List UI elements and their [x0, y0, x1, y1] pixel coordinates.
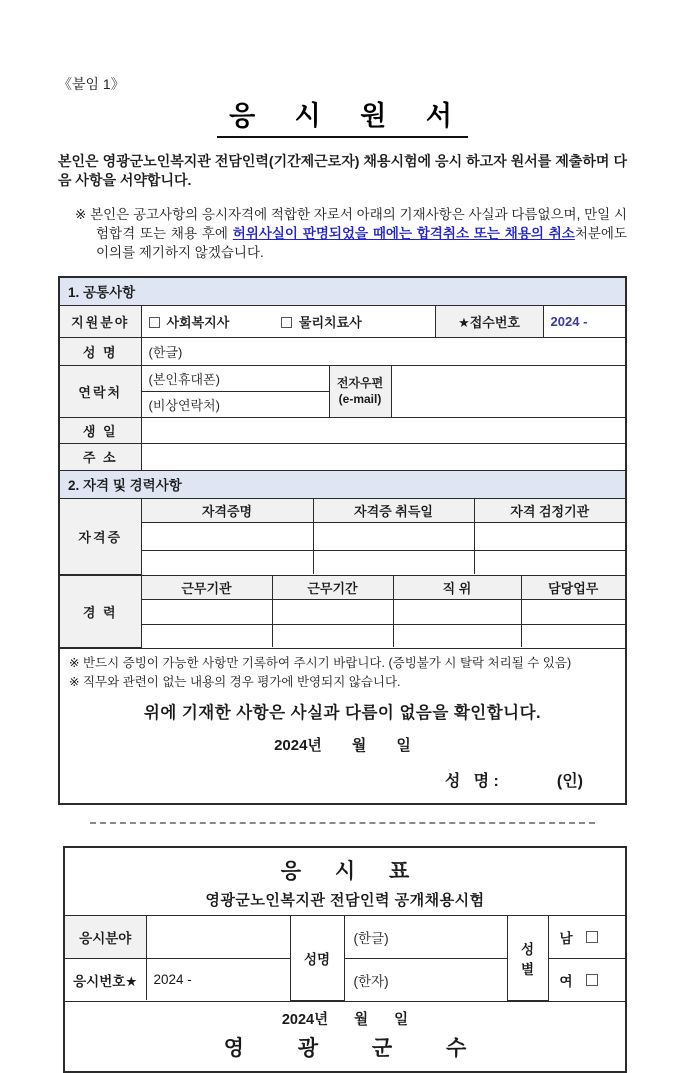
- seal-placeholder: (인): [556, 773, 583, 791]
- exam-ticket-subtitle: 영광군노인복지관 전담인력 공개채용시험: [205, 892, 485, 910]
- ticket-date-line: [65, 1008, 625, 1029]
- email-label-line2: (e-mail): [338, 391, 382, 406]
- email-label-line1: 전자우편: [336, 376, 384, 390]
- duties-input-cell[interactable]: [521, 599, 625, 624]
- cert-date-input-cell[interactable]: [313, 550, 474, 574]
- cert-issuer-header: 자격 검정기관: [474, 499, 625, 523]
- checkbox-physical-therapist-icon[interactable]: [281, 317, 292, 328]
- birthdate-label: 생 일: [60, 418, 141, 444]
- workplace-input-cell[interactable]: [141, 624, 272, 647]
- exam-ticket-card: [63, 846, 627, 1073]
- name-input-cell[interactable]: [141, 338, 625, 366]
- work-period-input-cell[interactable]: [272, 599, 393, 624]
- ticket-gender-female-cell: [548, 958, 625, 1000]
- gender-male-label: 남: [559, 931, 573, 947]
- ticket-gender-male-cell: [548, 916, 625, 958]
- duties-header: 담당업무: [521, 575, 625, 599]
- exam-ticket-title: 응 시 표: [280, 860, 424, 884]
- pledge-prefix: ※ 본인은 공고사항의 응시자격에 적합한 자로서 아래의 기재사항은 사실과 다름없으며, 만일 시험합격 또는 채용 후에: [75, 206, 627, 241]
- intro-text: 본인은 영광군노인복지관 전담인력(기간제근로자) 채용시험에 응시 하고자 원서를 제출하며 다음 사항을 서약합니다.: [58, 153, 627, 189]
- cert-date-header: 자격증 취득일: [313, 499, 474, 523]
- gender-female-label: 여: [559, 973, 573, 989]
- section2-header: 2. 자격 및 경력사항: [60, 470, 625, 499]
- ticket-date-year: 2024년: [281, 1011, 329, 1028]
- date-year: 2024년: [274, 737, 322, 755]
- birthdate-input-cell[interactable]: [141, 418, 625, 444]
- date-day: 일: [396, 737, 411, 755]
- ticket-name-korean-hint: (한글): [353, 931, 389, 947]
- checkbox-male-icon[interactable]: [586, 931, 598, 943]
- confirmation-statement: 위에 기재한 사항은 사실과 다름이 없음을 확인합니다.: [143, 704, 542, 723]
- ticket-name-korean-cell[interactable]: [344, 916, 507, 958]
- pledge-suffix: 처분에도 이의를 제기하지 않겠습니다.: [96, 225, 627, 260]
- signature-date-line: [60, 734, 625, 755]
- emergency-contact-hint: (비상연락처): [148, 398, 220, 414]
- phone-input-cell[interactable]: [141, 366, 329, 392]
- common-info-table: [60, 306, 625, 470]
- section1-header: 1. 공통사항: [60, 278, 625, 306]
- email-input-cell[interactable]: [391, 366, 625, 418]
- ticket-field-label: 응시분야: [65, 916, 146, 958]
- work-period-header: 근무기간: [272, 575, 393, 599]
- duties-input-cell[interactable]: [521, 624, 625, 647]
- email-label: [329, 366, 391, 418]
- address-input-cell[interactable]: [141, 444, 625, 470]
- option-social-worker: 사회복지사: [166, 314, 230, 330]
- pledge-highlight: 허위사실이 판명되었을 때에는 합격취소 또는 채용의 취소: [232, 225, 575, 241]
- certificate-label: 자격증: [60, 499, 141, 575]
- ticket-name-hanja-hint: (한자): [353, 973, 389, 989]
- ticket-date-month: 월: [354, 1011, 369, 1028]
- cert-issuer-input-cell[interactable]: [474, 550, 625, 574]
- position-input-cell[interactable]: [393, 624, 521, 647]
- notes-block: [60, 648, 625, 693]
- cert-issuer-input-cell[interactable]: [474, 522, 625, 550]
- cut-line-divider: [90, 822, 595, 824]
- work-period-input-cell[interactable]: [272, 624, 393, 647]
- page-title: 응 시 원 서: [217, 94, 468, 138]
- position-input-cell[interactable]: [393, 599, 521, 624]
- career-table: [60, 575, 625, 648]
- ticket-issuer: 영 광 군 수: [223, 1036, 491, 1060]
- attachment-label: 《붙임 1》: [58, 76, 125, 92]
- ticket-name-label: 성명: [290, 916, 344, 1000]
- ticket-number-cell[interactable]: [146, 958, 290, 1000]
- workplace-input-cell[interactable]: [141, 599, 272, 624]
- exam-ticket-footer: [65, 1001, 625, 1071]
- signature-row: [60, 768, 583, 791]
- ticket-name-hanja-cell[interactable]: [344, 958, 507, 1000]
- ticket-number-value: 2024 -: [153, 972, 192, 988]
- name-label: 성 명: [60, 338, 141, 366]
- contact-label: 연락처: [60, 366, 141, 418]
- position-header: 직 위: [393, 575, 521, 599]
- date-month: 월: [351, 737, 367, 755]
- career-label: 경 력: [60, 575, 141, 647]
- cert-name-input-cell[interactable]: [141, 550, 313, 574]
- signature-name-label: 성 명 :: [444, 773, 499, 791]
- field-category-label: 지원분야: [60, 306, 141, 338]
- receipt-number-label: ★접수번호: [435, 306, 543, 338]
- pledge-text: [58, 205, 627, 262]
- option-physical-therapist: 물리치료사: [298, 314, 362, 330]
- name-hint: (한글): [148, 345, 183, 361]
- workplace-header: 근무기관: [141, 575, 272, 599]
- address-label: 주 소: [60, 444, 141, 470]
- checkbox-female-icon[interactable]: [586, 974, 598, 986]
- phone-hint: (본인휴대폰): [148, 372, 220, 388]
- cert-name-header: 자격증명: [141, 499, 313, 523]
- cert-name-input-cell[interactable]: [141, 522, 313, 550]
- application-form-box: [58, 276, 627, 806]
- ticket-number-label: 응시번호★: [65, 958, 146, 1000]
- ticket-date-day: 일: [394, 1011, 409, 1028]
- emergency-contact-input-cell[interactable]: [141, 392, 329, 418]
- ticket-gender-label: 성별: [507, 916, 548, 1000]
- note-line-1: ※ 반드시 증빙이 가능한 사항만 기록하여 주시기 바랍니다. (증빙불가 시 탈락 처리될 수 있음): [69, 655, 572, 670]
- exam-ticket-title-block: [65, 848, 625, 916]
- cert-date-input-cell[interactable]: [313, 522, 474, 550]
- field-category-options: [141, 306, 435, 338]
- exam-ticket-table: [65, 916, 625, 1001]
- checkbox-social-worker-icon[interactable]: [149, 317, 160, 328]
- receipt-number-cell[interactable]: [543, 306, 625, 338]
- note-line-2: ※ 직무와 관련이 없는 내용의 경우 평가에 반영되지 않습니다.: [69, 674, 401, 689]
- certificate-table: [60, 499, 625, 575]
- receipt-number-value: 2024 -: [550, 313, 588, 329]
- ticket-field-input-cell[interactable]: [146, 916, 290, 958]
